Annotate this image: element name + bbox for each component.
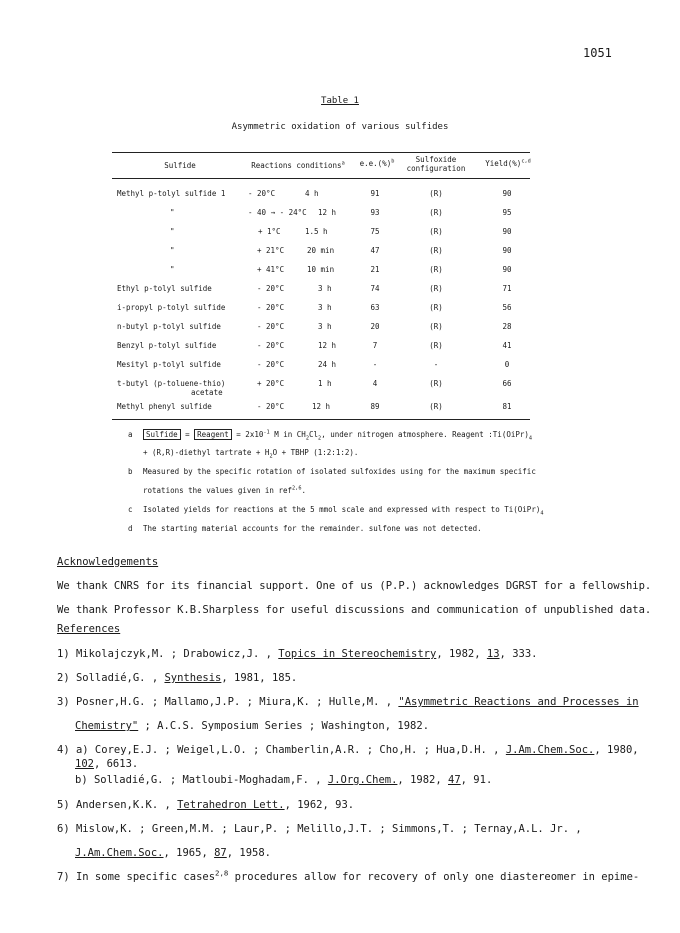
cell-yield: 95	[502, 208, 512, 217]
cell-yield: 41	[502, 341, 512, 350]
reference-6-line2	[75, 846, 271, 860]
cell-configuration: (R)	[429, 189, 443, 198]
cell-time: 3 h	[318, 322, 332, 331]
cell-ee: 7	[372, 341, 378, 350]
reagent-formula: + (R,R)-diethyl tartrate + H	[143, 448, 270, 457]
reference-4b	[75, 773, 492, 787]
ref-year: , 1965,	[163, 847, 215, 859]
cell-sulfide: i-propyl p-tolyl sulfide	[117, 303, 226, 312]
cell-sulfide: "	[170, 208, 175, 217]
cell-ee: 63	[370, 303, 380, 312]
reagent-ratio: O + TBHP (1:2:1:2).	[272, 448, 359, 457]
ref-year: , 1982,	[397, 774, 448, 786]
table-row	[0, 341, 680, 353]
table-row	[0, 303, 680, 315]
reference-7	[57, 870, 639, 884]
footnote-label: a	[128, 430, 133, 439]
ref-volume: 87	[214, 847, 227, 859]
cell-time: 3 h	[318, 284, 332, 293]
cell-sulfide: "	[170, 227, 175, 236]
cell-temperature: - 20°C	[257, 341, 285, 350]
ref-title: "Asymmetric Reactions and Processes in	[398, 696, 639, 708]
cell-sulfide: t-butyl (p-toluene-thio)	[117, 379, 226, 388]
footnote-label: b	[128, 467, 133, 476]
ref-title-cont: Chemistry"	[75, 720, 139, 732]
table-row	[0, 379, 680, 401]
footnote-d	[128, 524, 482, 534]
cell-time: 4 h	[305, 189, 319, 198]
cell-temperature: - 20°C	[257, 360, 285, 369]
cell-configuration: -	[433, 360, 439, 369]
header-ee-label: e.e.(%)	[359, 159, 392, 168]
ref-pages: , 333.	[499, 648, 538, 660]
cell-sulfide: Methyl phenyl sulfide	[117, 402, 212, 411]
ref-year: , 1982,	[436, 648, 487, 660]
acknowledgements-line2: We thank Professor K.B.Sharpless for useful discussions and communication of unpublished data.	[57, 604, 652, 616]
table-row	[0, 402, 680, 414]
reference-3-line2	[75, 719, 429, 733]
ref-authors: 2) Solladié,G. ,	[57, 672, 165, 684]
cell-ee: 89	[370, 402, 380, 411]
table-row	[0, 227, 680, 239]
ref-pages: , 6613.	[93, 758, 139, 770]
table-header-rule	[112, 178, 530, 179]
footnote-b-text: Measured by the specific rotation of isolated sulfoxides using for the maximum specific	[143, 467, 536, 476]
header-configuration	[406, 155, 466, 173]
cell-time: 12 h	[318, 341, 337, 350]
table-row	[0, 284, 680, 296]
cell-ee: 47	[370, 246, 380, 255]
cell-temperature: - 20°C	[257, 322, 285, 331]
header-yield	[484, 159, 532, 168]
footnote-mark-cd: c,d	[521, 158, 531, 165]
reference-3	[57, 695, 639, 709]
cell-time: 12 h	[312, 402, 331, 411]
footnote-label: d	[128, 524, 133, 533]
cell-yield: 0	[504, 360, 510, 369]
cell-sulfide-line2: acetate	[191, 388, 223, 397]
cell-ee: 20	[370, 322, 380, 331]
ref-year: , 1980,	[594, 744, 639, 756]
cell-temperature: + 20°C	[257, 379, 285, 388]
footnote-b-text-2: rotations the values given in ref	[143, 486, 293, 495]
ref-authors: 3) Posner,H.G. ; Mallamo,J.P. ; Miura,K. ; Hulle,M. ,	[57, 696, 399, 708]
ref-authors: 5) Andersen,K.K. ,	[57, 799, 178, 811]
footnote-mark-b: b	[391, 158, 395, 165]
ref-volume: 13	[486, 648, 500, 660]
cell-configuration: (R)	[429, 303, 443, 312]
header-config-line1: Sulfoxide	[415, 155, 457, 164]
ref-authors: b) Solladié,G. ; Matloubi-Moghadam,F. ,	[75, 774, 328, 786]
ref-volume: 47	[448, 774, 461, 786]
cell-configuration: (R)	[429, 322, 443, 331]
table-row	[0, 360, 680, 372]
reference-6: 6) Mislow,K. ; Green,M.M. ; Laur,P. ; Melillo,J.T. ; Simmons,T. ; Ternay,A.L. Jr. ,	[57, 823, 582, 835]
cell-sulfide: Benzyl p-tolyl sulfide	[117, 341, 217, 350]
cell-configuration: (R)	[429, 227, 443, 236]
subscript: 4	[528, 435, 533, 442]
cell-configuration: (R)	[429, 402, 443, 411]
footnote-b-line2	[143, 486, 306, 496]
cell-sulfide: Mesityl p-tolyl sulfide	[117, 360, 221, 369]
header-config-line2: configuration	[406, 164, 466, 173]
cell-configuration: (R)	[429, 246, 443, 255]
header-sulfide	[150, 161, 210, 170]
ref-series: ; A.C.S. Symposium Series ; Washington, 1982.	[138, 720, 430, 732]
ref-authors: 4) a) Corey,E.J. ; Weigel,L.O. ; Chamberlin,A.R. ; Cho,H. ; Hua,D.H. ,	[57, 744, 506, 756]
header-ee	[356, 159, 398, 168]
subscript: 2	[305, 435, 309, 442]
cell-configuration: (R)	[429, 265, 443, 274]
ref-journal: J.Am.Chem.Soc.	[75, 847, 164, 859]
cell-temperature: - 20°C	[257, 284, 285, 293]
reference-4a	[57, 743, 639, 757]
table-row	[0, 246, 680, 258]
footnote-label: c	[128, 505, 133, 514]
ref-pages: , 91.	[460, 774, 493, 786]
cell-sulfide	[117, 189, 225, 199]
footnote-b	[128, 467, 536, 477]
footnote-mark-a: a	[341, 160, 345, 167]
cell-yield: 90	[502, 246, 512, 255]
table-caption: Asymmetric oxidation of various sulfides	[231, 122, 449, 132]
footnote-c-text	[143, 505, 544, 515]
table-row	[0, 208, 680, 220]
solvent-text: M in CH	[274, 430, 306, 439]
ref-title: Topics in Stereochemistry	[278, 648, 437, 660]
ref-text: 7) In some specific cases	[57, 871, 216, 883]
cell-sulfide: Ethyl p-tolyl sulfide	[117, 284, 212, 293]
reference-2	[57, 671, 297, 685]
boxed-reagent: Reagent	[194, 429, 232, 440]
footnote-d-text: The starting material accounts for the remainder. sulfone was not detected.	[143, 524, 482, 533]
acknowledgements-heading: Acknowledgements	[57, 556, 159, 568]
cell-time: 1.5 h	[305, 227, 328, 236]
footnote-a	[128, 429, 533, 442]
reference-5	[57, 798, 354, 812]
header-sulfide-label: Sulfide	[164, 161, 196, 170]
acknowledgements-line1: We thank CNRS for its financial support. One of us (P.P.) acknowledges DGRST for a fellowship.	[57, 580, 652, 592]
subscript: 2	[318, 435, 322, 442]
header-conditions	[248, 161, 348, 170]
cell-ee: 74	[370, 284, 380, 293]
footnote-c	[128, 505, 544, 517]
cell-configuration: (R)	[429, 208, 443, 217]
ref-text-cont: procedures allow for recovery of only one diastereomer in epime-	[228, 871, 640, 883]
ref-superscript: 2,8	[215, 868, 229, 878]
table-bottom-rule	[112, 419, 530, 420]
cell-temperature: + 1°C	[258, 227, 281, 236]
cell-time: 12 h	[318, 208, 337, 217]
footnote-a-rest: , under nitrogen atmosphere. Reagent :Ti(OiPr)	[321, 430, 529, 439]
cell-temperature: + 41°C	[257, 265, 285, 274]
cell-ee: 4	[372, 379, 378, 388]
period: .	[301, 486, 307, 495]
cell-yield: 28	[502, 322, 512, 331]
cell-ee: 93	[370, 208, 380, 217]
cell-temperature: - 20°C	[248, 189, 276, 198]
cell-temperature: - 20°C	[257, 303, 285, 312]
reference-4a-line2	[75, 757, 138, 771]
cell-temperature: - 20°C	[257, 402, 285, 411]
cell-ee: 75	[370, 227, 380, 236]
cell-yield: 90	[502, 189, 512, 198]
table-row	[0, 189, 680, 201]
page-number: 1051	[583, 46, 612, 60]
cell-sulfide: "	[170, 265, 175, 274]
concentration: = 2x10	[236, 430, 264, 439]
boxed-sulfide: Sulfide	[143, 429, 181, 440]
cell-yield: 81	[502, 402, 512, 411]
cell-time: 20 min	[307, 246, 335, 255]
table-title: Table 1	[321, 96, 359, 106]
cell-sulfide: n-butyl p-tolyl sulfide	[117, 322, 221, 331]
ref-details: , 1981, 185.	[221, 672, 298, 684]
cell-sulfide: "	[170, 246, 175, 255]
cell-configuration: (R)	[429, 341, 443, 350]
table-top-rule	[112, 152, 530, 153]
cell-configuration: (R)	[429, 379, 443, 388]
equals-sign: =	[185, 430, 190, 439]
cell-yield: 66	[502, 379, 512, 388]
cell-configuration: (R)	[429, 284, 443, 293]
ref-journal: Synthesis	[164, 672, 222, 684]
cell-temperature: - 40 → - 24°C	[248, 208, 307, 217]
reference-1	[57, 647, 537, 661]
cell-yield: 90	[502, 265, 512, 274]
cell-yield: 71	[502, 284, 512, 293]
cell-yield: 90	[502, 227, 512, 236]
header-conditions-label: Reactions conditions	[251, 161, 342, 170]
cell-ee: 91	[370, 189, 380, 198]
subscript: 4	[540, 510, 544, 517]
sulfide-name: Methyl p-tolyl sulfide 1	[117, 189, 226, 198]
table-row	[0, 322, 680, 334]
cell-ee: -	[372, 360, 378, 369]
ref-authors: 1) Mikolajczyk,M. ; Drabowicz,J. ,	[57, 648, 279, 660]
ref-volume: 102	[75, 758, 94, 770]
footnote-c-body: Isolated yields for reactions at the 5 mmol scale and expressed with respect to Ti(OiPr)	[143, 505, 541, 514]
ref-pages: , 1958.	[226, 847, 272, 859]
footnote-a-text	[143, 430, 532, 440]
cell-yield: 56	[502, 303, 512, 312]
footnote-a-line2	[143, 448, 358, 458]
ref-superscript: 2,6	[292, 485, 302, 492]
exponent: -1	[263, 429, 270, 436]
cell-time: 10 min	[307, 265, 335, 274]
ref-journal: J.Org.Chem.	[327, 774, 398, 786]
ref-journal: Tetrahedron Lett.	[177, 799, 285, 811]
cell-time: 3 h	[318, 303, 332, 312]
ref-journal: J.Am.Chem.Soc.	[505, 744, 595, 756]
subscript: 2	[269, 453, 273, 460]
header-yield-label: Yield(%)	[485, 159, 522, 168]
cell-temperature: + 21°C	[257, 246, 285, 255]
solvent-text-2: Cl	[309, 430, 319, 439]
table-row	[0, 265, 680, 277]
cell-ee: 21	[370, 265, 380, 274]
cell-time: 24 h	[318, 360, 337, 369]
cell-time: 1 h	[318, 379, 332, 388]
ref-details: , 1962, 93.	[284, 799, 355, 811]
references-heading: References	[57, 623, 121, 635]
